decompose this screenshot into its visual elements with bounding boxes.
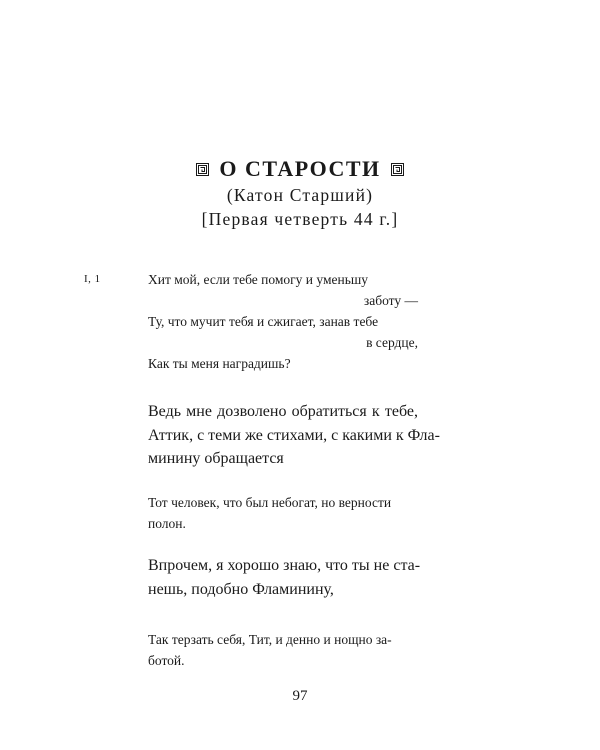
prose-line: нешь, подобно Фламинину, [148, 580, 334, 598]
verse-line: ботой. [148, 653, 185, 668]
title-row [0, 155, 600, 183]
verse-line: Ту, что мучит тебя и сжигает, занав тебе [148, 314, 379, 329]
verse-line: Так терзать себя, Тит, и денно и нощно за- [148, 632, 392, 647]
ornament-left-icon [196, 163, 209, 176]
verse-line-continuation: в сердце, [366, 335, 418, 350]
section-marker: I, 1 [84, 273, 101, 285]
verse-line: полон. [148, 516, 186, 531]
prose-paragraph-1 [148, 400, 440, 471]
prose-line: минину обращается [148, 450, 284, 467]
prose-line: Ведь мне дозволено обратиться к тебе, [148, 403, 418, 420]
verse-line-continuation: заботу — [363, 293, 418, 308]
verse-line: Хит мой, если тебе помогу и уменьшу [148, 272, 369, 287]
prose-line: Аттик, с теми же стихами, с какими к Фла- [148, 426, 440, 444]
verse-line: Как ты меня наградишь? [148, 356, 291, 371]
chapter-author: (Катон Старший) [226, 185, 374, 205]
verse-line: Тот человек, что был небогат, но верности [148, 495, 392, 510]
verse-quote-3 [148, 629, 418, 671]
page-number: 97 [292, 688, 308, 704]
chapter-date: [Первая четверть 44 г.] [201, 209, 399, 229]
prose-line: Впрочем, я хорошо знаю, что ты не ста- [148, 557, 421, 574]
prose-paragraph-2 [148, 554, 421, 601]
ornament-right-icon [391, 163, 404, 176]
chapter-heading [0, 155, 600, 231]
chapter-title: О СТАРОСТИ [219, 156, 381, 181]
verse-quote-2 [148, 492, 418, 534]
verse-quote-1 [148, 269, 418, 374]
